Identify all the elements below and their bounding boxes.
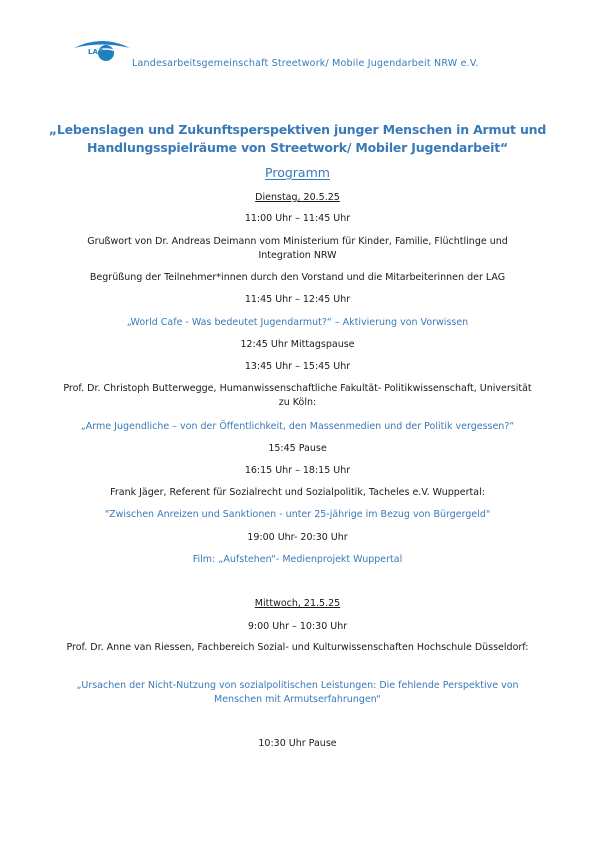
day1-time-4: 16:15 Uhr – 18:15 Uhr xyxy=(244,465,351,476)
day2-speaker-1: Prof. Dr. Anne van Riessen, Fachbereich Sozial- und Kulturwissenschaften Hochschule Düsseldorf: xyxy=(66,642,529,653)
day1-lunch: 12:45 Uhr Mittagspause xyxy=(240,339,355,350)
day1-talk-1: „Arme Jugendliche – von der Öffentlichkeit, den Massenmedien und der Politik vergessen?“ xyxy=(80,421,515,432)
day1-film: Film: „Aufstehen“- Medienprojekt Wuppertal xyxy=(192,554,403,565)
day2-talk-1: „Ursachen der Nicht-Nutzung von sozialpolitischen Leistungen: Die fehlende Perspektive von Menschen mit Armutserfahrungen“ xyxy=(76,680,519,705)
day1-speaker-1: Prof. Dr. Christoph Butterwegge, Humanwissenschaftliche Fakultät- Politikwissenschaft, Universität zu Köln: xyxy=(63,383,532,408)
event-title xyxy=(40,121,555,157)
day1-speaker-2: Frank Jäger, Referent für Sozialrecht und Sozialpolitik, Tacheles e.V. Wuppertal: xyxy=(110,487,485,498)
day1-time-5: 19:00 Uhr- 20:30 Uhr xyxy=(247,532,348,543)
organization-name: Landesarbeitsgemeinschaft Streetwork/ Mobile Jugendarbeit NRW e.V. xyxy=(132,58,479,69)
day2-time-1: 9:00 Uhr – 10:30 Uhr xyxy=(247,621,348,632)
day1-time-3: 13:45 Uhr – 15:45 Uhr xyxy=(244,361,351,372)
lag-logo-icon xyxy=(72,38,132,62)
day1-world-cafe: „World Cafe - Was bedeutet Jugendarmut?“ – Aktivierung von Vorwissen xyxy=(126,317,469,328)
day1-greeting: Grußwort von Dr. Andreas Deimann vom Ministerium für Kinder, Familie, Flüchtlinge und Integration NRW xyxy=(87,236,508,261)
day1-time-2: 11:45 Uhr – 12:45 Uhr xyxy=(244,294,351,305)
day1-pause: 15:45 Pause xyxy=(268,443,327,454)
title-line-1: „Lebenslagen und Zukunftsperspektiven junger Menschen in Armut und xyxy=(48,122,547,137)
day2-pause: 10:30 Uhr Pause xyxy=(258,738,337,749)
svg-text:LAG: LAG xyxy=(88,48,104,56)
title-line-2: Handlungsspielräume von Streetwork/ Mobiler Jugendarbeit“ xyxy=(86,140,509,155)
day1-welcome: Begrüßung der Teilnehmer*innen durch den Vorstand und die Mitarbeiterinnen der LAG xyxy=(89,272,506,283)
day1-time-1: 11:00 Uhr – 11:45 Uhr xyxy=(244,213,351,224)
programm-heading: Programm xyxy=(265,165,330,180)
day1-talk-2: "Zwischen Anreizen und Sanktionen - unter 25-jährige im Bezug von Bürgergeld" xyxy=(104,509,491,520)
day1-date: Dienstag, 20.5.25 xyxy=(255,192,340,203)
day2-date: Mittwoch, 21.5.25 xyxy=(254,598,341,609)
